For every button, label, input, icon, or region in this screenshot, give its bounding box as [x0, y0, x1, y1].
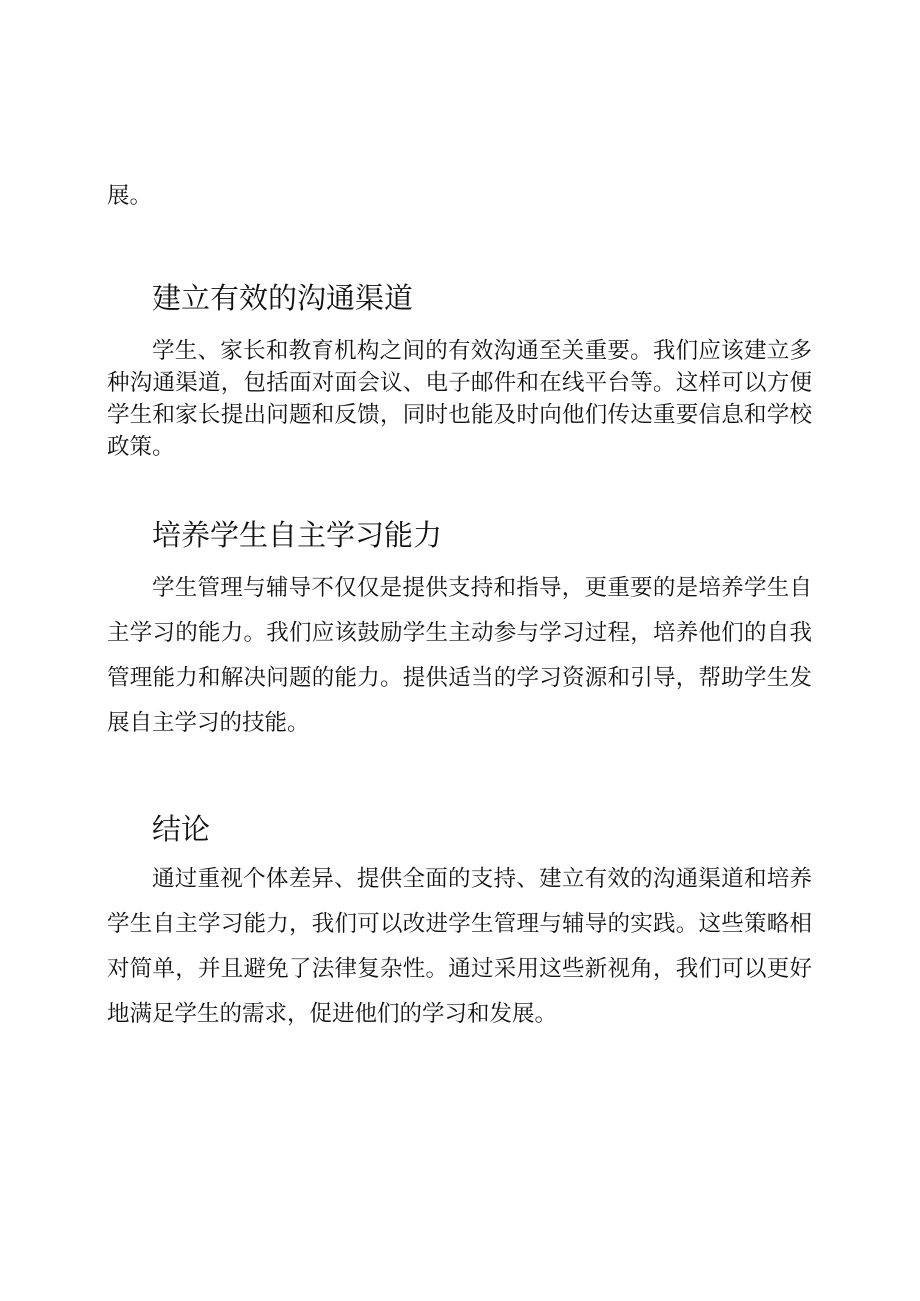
paragraph-conclusion: 通过重视个体差异、提供全面的支持、建立有效的沟通渠道和培养学生自主学习能力，我们可以改进学生管理与辅导的实践。这些策略相对简单，并且避免了法律复杂性。通过采用这些新视角，我们可以更好地满足学生的需求，促进他们的学习和发展。	[107, 866, 812, 1027]
heading-self-learning: 培养学生自主学习能力	[152, 518, 443, 552]
section-self-learning	[107, 566, 812, 746]
section-communication-channels	[107, 335, 812, 463]
continued-paragraph	[107, 180, 812, 212]
paragraph-self-learning: 学生管理与辅导不仅仅是提供支持和指导，更重要的是培养学生自主学习的能力。我们应该鼓励学生主动参与学习过程，培养他们的自我管理能力和解决问题的能力。提供适当的学习资源和引导，帮助学生发展自主学习的技能。	[107, 575, 812, 736]
section-conclusion	[107, 857, 812, 1037]
heading-conclusion: 结论	[152, 812, 211, 846]
paragraph-fragment: 展。	[107, 183, 153, 209]
paragraph-communication-channels: 学生、家长和教育机构之间的有效沟通至关重要。我们应该建立多种沟通渠道，包括面对面会议、电子邮件和在线平台等。这样可以方便学生和家长提出问题和反馈，同时也能及时向他们传达重要信息和学校政策。	[107, 338, 812, 460]
heading-communication-channels: 建立有效的沟通渠道	[152, 281, 414, 315]
